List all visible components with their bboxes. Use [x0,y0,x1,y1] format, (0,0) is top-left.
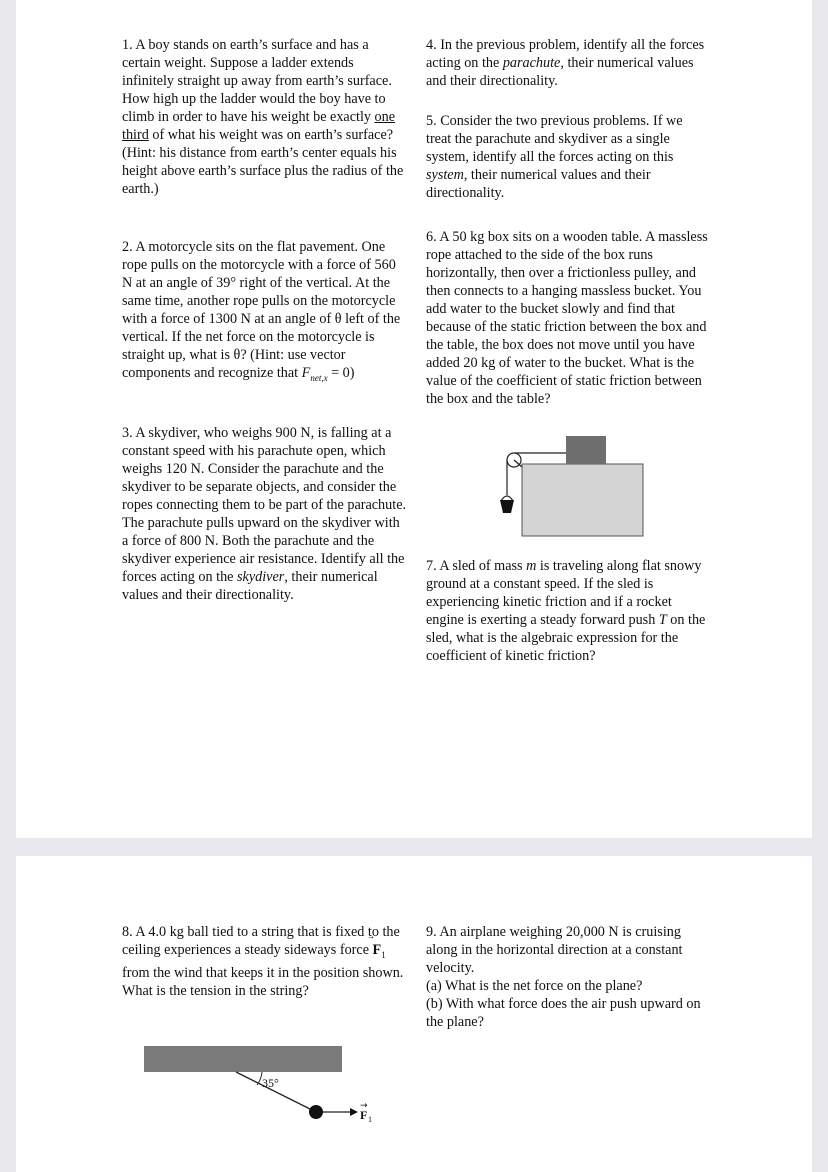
problem-9-text: 9. An airplane weighing 20,000 N is cruising along in the horizontal direction at a constant velocity. [426,924,683,976]
problem-2-force-subscript: net,x [310,372,328,383]
force-label-subscript: 1 [368,1115,372,1124]
box-pulley-figure [496,433,646,537]
problem-5 [426,112,706,202]
problem-3-italic: skydiver [237,569,285,585]
problem-6-text: 6. A 50 kg box sits on a wooden table. A massless rope attached to the side of the box runs horizontally, then over a frictionless pulley, and then connects to a hanging massless bucket. You add water to the bucket slowly and find that because of the static friction between the box and the table, the box does not move until you have added 20 kg of water to the bucket. What is the value of the coefficient of static friction between the box and the table? [426,229,708,407]
pendulum-figure [144,1046,384,1138]
force-arrowhead [350,1108,358,1116]
problem-4-text: 4. In the previous problem, identify all the forces acting on the [426,37,705,71]
problem-1-text-end: of what his weight was on earth’s surface? (Hint: his distance from earth’s center equals his height above earth’s surface plus the radius of the earth.) [122,127,404,197]
problem-2-force-symbol: F [301,365,311,381]
problem-3-text-end: , their numerical values and their directionality. [122,569,378,603]
problem-4-italic: parachute [502,55,561,71]
problem-3 [122,424,407,604]
problem-4 [426,36,706,90]
problem-7-mass-symbol: m [526,558,537,574]
document-page-1 [16,0,812,838]
document-page-2 [16,856,812,1172]
problem-1 [122,36,407,198]
problem-3-text: 3. A skydiver, who weighs 900 N, is falling at a constant speed with his parachute open, which weighs 120 N. Consider the parachute and the skydiver to be separate objects, and consider the ropes connecting them to be part of the parachute. The parachute pulls upward on the skydiver with a force of 800 N. Both the parachute and the skydiver experience air resistance. Identify all the forces acting on the [122,425,407,585]
problem-8-force-symbol: F [372,942,382,958]
problem-4-text-end: , their numerical values and their directionality. [426,55,694,89]
problem-7 [426,557,709,665]
bucket [500,500,514,513]
pendulum-ball [309,1105,323,1119]
problem-9-part-a: (a) What is the net force on the plane? [426,978,643,994]
force-label-arrow: → [360,1101,368,1111]
problem-5-text-end: , their numerical values and their directionality. [426,167,651,201]
problem-1-underlined: one third [122,109,396,143]
problem-6 [426,228,709,408]
problem-2-text: 2. A motorcycle sits on the flat pavement. One rope pulls on the motorcycle with a force of 560 N at an angle of 39° right of the vertical. At the same time, another rope pulls on the motorcycle with a force of 1300 N at an angle of θ left of the vertical. If the net force on the motorcycle is straight up, what is θ? (Hint: use vector components and recognize that [122,239,401,381]
table-rect [522,464,643,536]
angle-label: 35° [262,1076,279,1090]
problem-9 [426,923,709,1031]
problem-7-thrust-symbol: T [658,612,667,628]
problem-2-text-end: = 0) [327,365,355,381]
problem-8-force-subscript: 1 [381,949,386,960]
problem-1-text: 1. A boy stands on earth’s surface and has a certain weight. Suppose a ladder extends infinitely straight up away from earth’s surface. How high up the ladder would the boy have to climb in order to have his weight be exactly [122,37,392,125]
force-label: F [360,1108,368,1122]
problem-2 [122,238,407,387]
problem-5-text: 5. Consider the two previous problems. If we treat the parachute and skydiver as a single system, identify all the forces acting on this [426,113,683,165]
problem-8-text: 8. A 4.0 kg ball tied to a string that is fixed to the ceiling experiences a steady sideways force [122,924,400,958]
problem-9-part-b: (b) With what force does the air push upward on the plane? [426,996,701,1030]
problem-8-text-end: from the wind that keeps it in the position shown. What is the tension in the string? [122,964,404,999]
box-rect [566,436,606,464]
problem-7-text-mid: is traveling along flat snowy ground at a constant speed. If the sled is experiencing kinetic friction and if a rocket engine is exerting a steady forward push [426,558,702,628]
problem-8-force-vector [373,942,382,958]
problem-8 [122,923,407,1000]
problem-7-text: 7. A sled of mass [426,558,527,574]
problem-5-italic: system [426,167,464,183]
ceiling-rect [144,1046,342,1072]
problem-7-text-end: on the sled, what is the algebraic expression for the coefficient of kinetic friction? [426,612,706,664]
